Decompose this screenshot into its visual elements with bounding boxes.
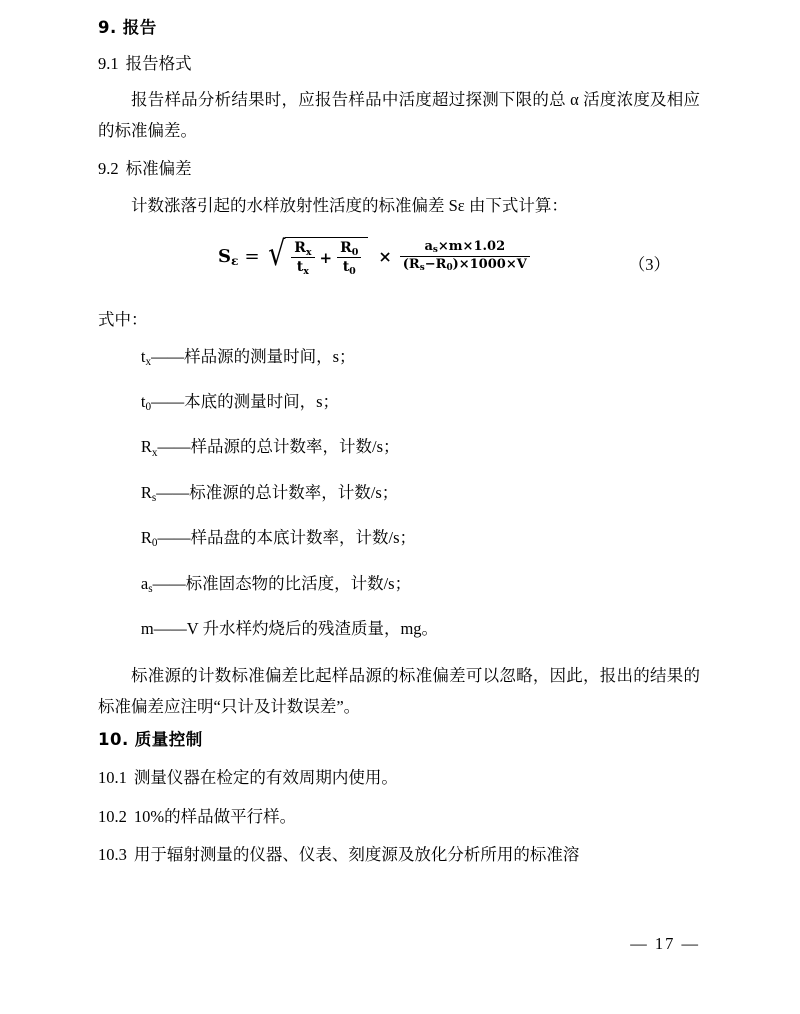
section-number: 9.	[98, 18, 117, 37]
subsection-title: 标准偏差	[125, 159, 192, 179]
symbol-subscript: x	[145, 355, 152, 368]
list-item	[98, 616, 700, 642]
list-item	[98, 344, 700, 370]
page-number-footer: — 17 —	[630, 934, 700, 953]
equation-number: （3）	[628, 255, 670, 275]
section-title: 质量控制	[134, 730, 203, 750]
subsection-heading-9-1	[98, 51, 700, 77]
symbol: R	[140, 482, 152, 502]
symbol: a	[140, 573, 149, 593]
symbol-subscript: s	[148, 582, 153, 595]
symbol-subscript: 0	[151, 537, 158, 550]
symbol-description: ——样品盘的本底计数率，计数/s；	[157, 528, 417, 548]
section-title: 报告	[122, 18, 157, 37]
list-item	[98, 525, 700, 551]
symbol-description: ——标准源的总计数率，计数/s；	[156, 482, 399, 502]
list-item	[98, 389, 700, 415]
section-number: 10.	[98, 730, 129, 750]
symbol-subscript: x	[151, 446, 158, 459]
fraction-r0-t0: $\frac{R_0}{t_0}$	[337, 240, 361, 275]
item-10-1	[98, 765, 700, 791]
item-text: 测量仪器在检定的有效周期内使用。	[133, 768, 398, 788]
section-heading-9	[98, 16, 700, 41]
fraction-rx-tx: $\frac{R_x}{t_x}$	[291, 240, 314, 275]
where-label: 式中：	[98, 310, 148, 330]
symbol: t	[140, 346, 146, 366]
section-heading-10	[98, 728, 700, 753]
subsection-number: 9.1	[98, 53, 119, 73]
symbol-description: ——本底的测量时间，s；	[151, 391, 340, 411]
item-number: 10.2	[98, 806, 127, 826]
subsection-number: 9.2	[98, 159, 119, 179]
square-root-icon: √ $\frac{R_x}{t_x}$ + $\frac{R_0}{t_0}$	[266, 237, 369, 275]
symbol-definition-list	[98, 344, 700, 643]
list-item	[98, 571, 700, 597]
symbol: t	[140, 391, 146, 411]
equation-equals: =	[244, 245, 260, 267]
list-item	[98, 480, 700, 506]
symbol-description: ——V 升水样灼烧后的残渣质量，mg。	[153, 618, 439, 638]
item-number: 10.1	[98, 768, 127, 788]
plus-sign: +	[319, 248, 333, 267]
item-10-2	[98, 804, 700, 830]
equation-3	[218, 234, 532, 278]
list-item	[98, 434, 700, 460]
paragraph-9-1-body: 报告样品分析结果时，应报告样品中活度超过探测下限的总 α 活度浓度及相应的标准偏差。	[98, 90, 700, 140]
item-text: 用于辐射测量的仪器、仪表、刻度源及放化分析所用的标准溶	[133, 844, 580, 864]
section-10	[98, 728, 700, 868]
symbol: m	[140, 618, 154, 638]
symbol-subscript: s	[151, 491, 157, 504]
multiply-sign: ×	[378, 246, 392, 266]
paragraph-9-2-body: 计数涨落引起的水样放射性活度的标准偏差 Sε 由下式计算：	[131, 195, 568, 215]
fraction-second: $\frac{a_s\times m\times 1.02}{(R_s-R_0)\times 1000\times V}$	[400, 240, 530, 273]
symbol-description: ——样品源的测量时间，s；	[151, 346, 356, 366]
symbol-description: ——样品源的总计数率，计数/s；	[157, 437, 400, 457]
subsection-heading-9-2	[98, 156, 700, 182]
symbol-subscript: 0	[145, 401, 152, 414]
equation-lhs: $S_\varepsilon$	[218, 245, 239, 269]
item-10-3	[98, 842, 700, 868]
subsection-title: 报告格式	[125, 53, 192, 73]
item-text: 10%的样品做平行样。	[133, 806, 297, 826]
item-number: 10.3	[98, 844, 127, 864]
equation-3-row	[98, 234, 700, 295]
symbol: R	[140, 528, 152, 548]
paragraph-9-2-closing: 标准源的计数标准偏差比起样品源的标准偏差可以忽略，因此，报出的结果的标准偏差应注明“只计及计数误差”。	[98, 666, 700, 716]
symbol: R	[140, 437, 152, 457]
symbol-description: ——标准固态物的比活度，计数/s；	[152, 573, 412, 593]
